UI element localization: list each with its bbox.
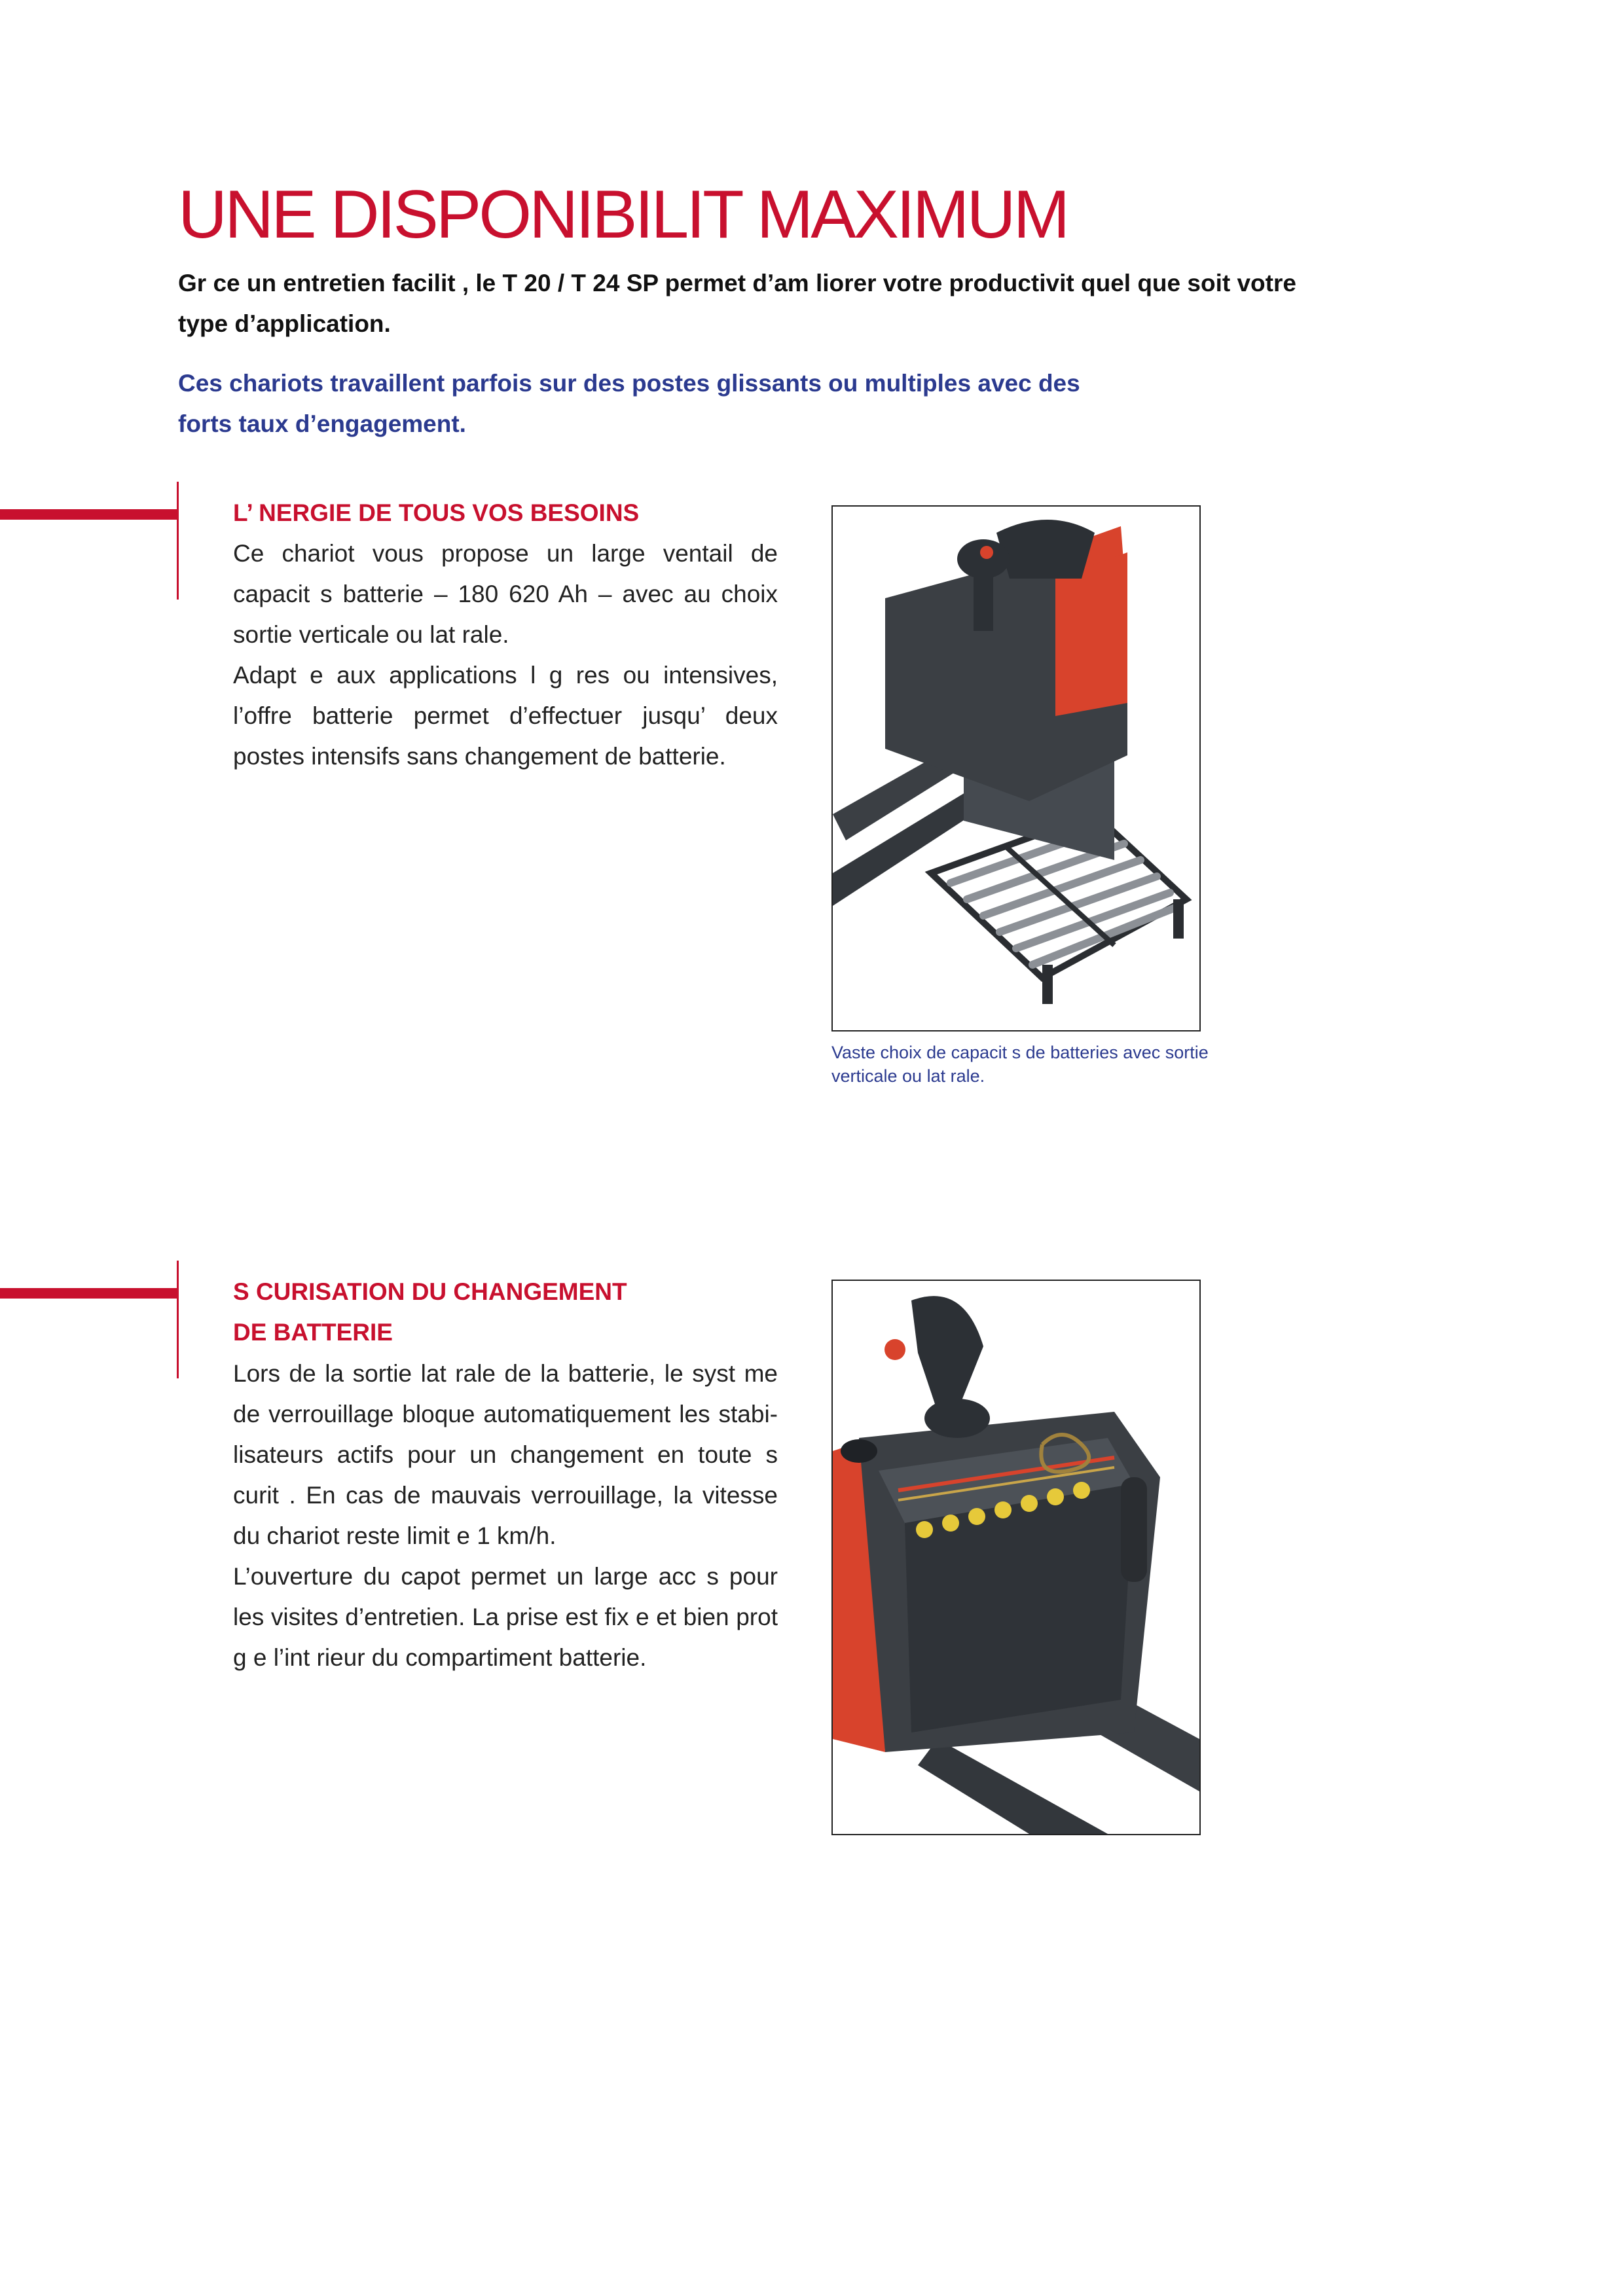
- section2-body: [233, 1354, 778, 1678]
- page-title: UNE DISPONIBILIT MAXIMUM: [178, 177, 1068, 253]
- section1-paragraph-2: Adapt e aux applications l g res ou intensives, l’offre batterie permet d’effectuer jusqu’ deux postes intensifs sans changement de batterie.: [233, 662, 778, 770]
- section2-accent-bar: [0, 1288, 178, 1299]
- section1-title: L’ NERGIE DE TOUS VOS BESOINS: [233, 499, 640, 526]
- section1-photo-caption: Vaste choix de capacit s de batteries avec sortie verticale ou lat rale.: [831, 1043, 1209, 1086]
- section1-paragraph-1: Ce chariot vous propose un large ventail de capacit s batterie – 180 620 Ah – avec au choix sortie verticale ou lat rale.: [233, 540, 778, 648]
- pallet-truck-battery-vertical-exit-illustration: [833, 507, 1199, 1030]
- section2-title-line-2: DE BATTERIE: [233, 1319, 393, 1346]
- section1-accent-bar: [0, 509, 178, 520]
- pallet-truck-battery-compartment-illustration: [833, 1281, 1199, 1834]
- section2-title: [233, 1272, 796, 1353]
- section1-accent-rule: [177, 482, 179, 600]
- intro-paragraph: Ces chariots travaillent parfois sur des postes glissants ou multiples avec des forts taux d’engagement.: [178, 370, 1080, 437]
- section1-photo: [831, 505, 1201, 1031]
- section2-accent-rule: [177, 1261, 179, 1378]
- section2-title-line-1: S CURISATION DU CHANGEMENT: [233, 1278, 627, 1305]
- section2-photo: [831, 1280, 1201, 1835]
- section2-paragraph-2: L’ouverture du capot permet un large acc s pour les visites d’entretien. La prise est fix e et bien prot g e l’int rieur du compartiment batterie.: [233, 1563, 778, 1671]
- lead-paragraph: Gr ce un entretien facilit , le T 20 / T 24 SP permet d’am liorer votre productivit quel que soit votre type d’application.: [178, 270, 1296, 337]
- section2-paragraph-1: Lors de la sortie lat rale de la batterie, le syst me de verrouillage bloque automatiquement les stabi-lisateurs actifs pour un changement en toute s curit . En cas de mauvais verrouillage, la vitesse du chariot reste limit e 1 km/h.: [233, 1360, 778, 1549]
- section1-body: [233, 533, 778, 777]
